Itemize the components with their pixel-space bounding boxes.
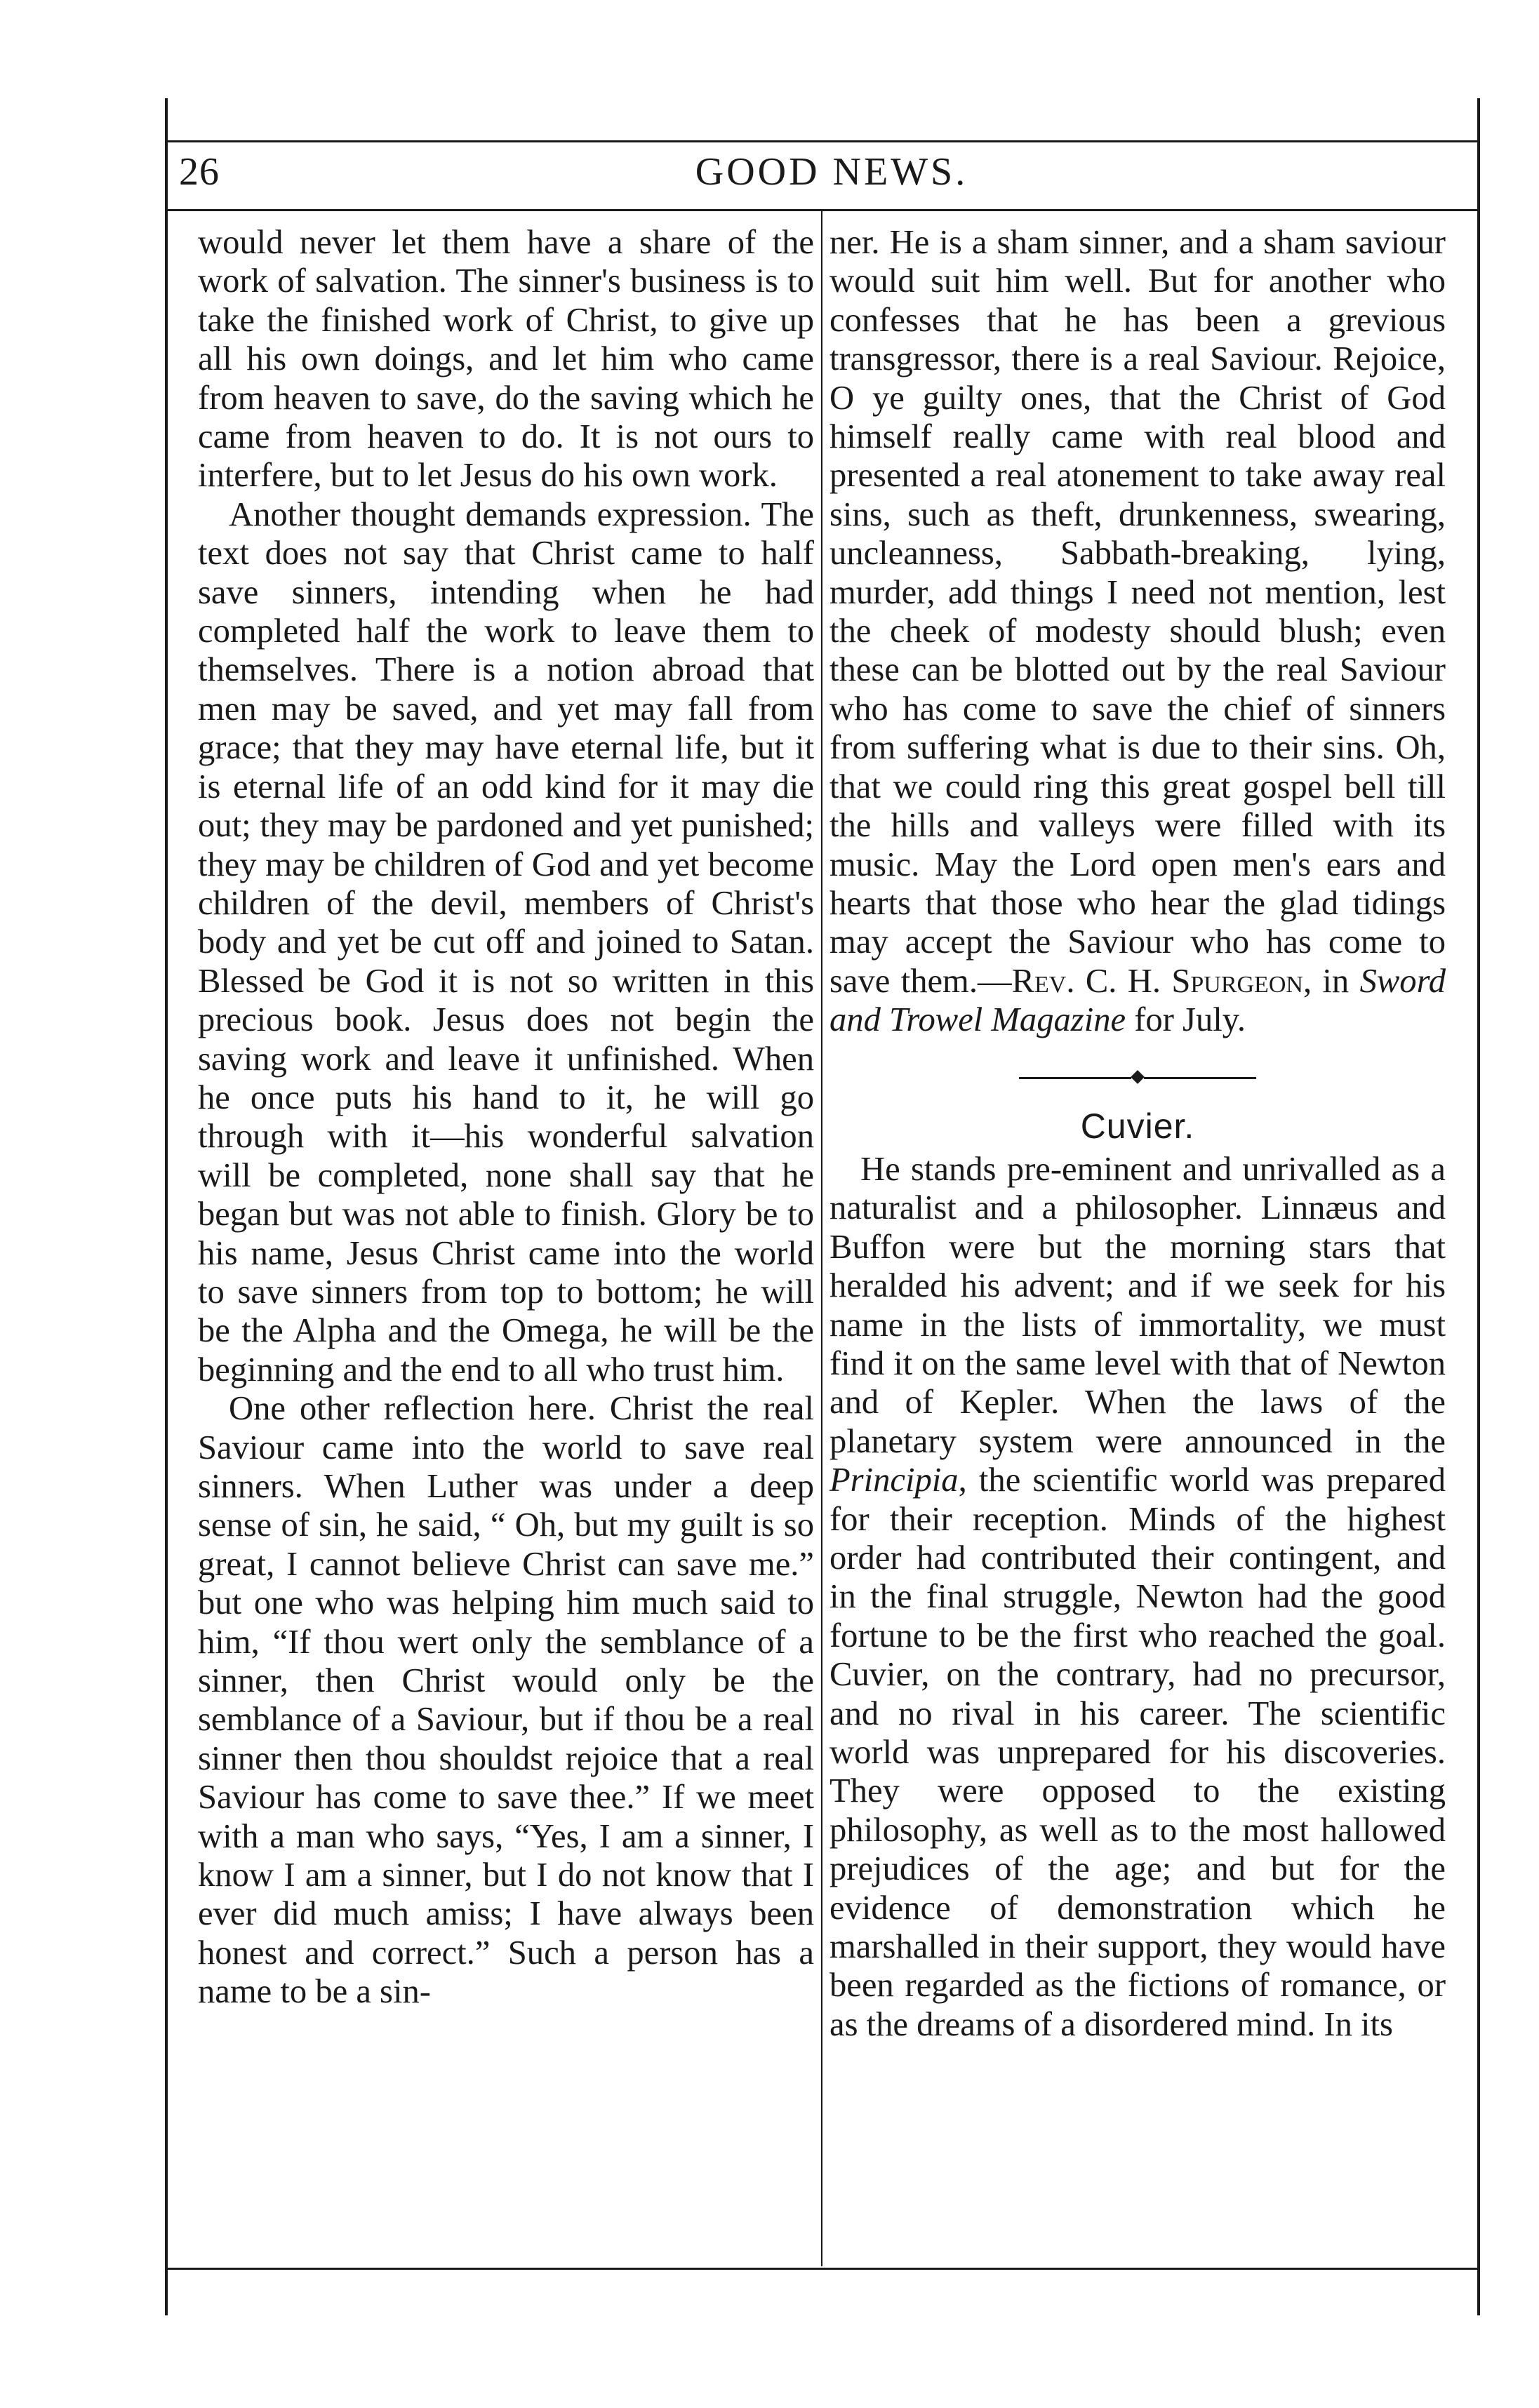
right-paragraph-2-b: , the scientific world was prepared for their reception. Minds of the highest order had contributed their contingent, and in the final struggle, Newton had the good fortune to be the first who reached the goal. Cuvier, on the contrary, had no precursor, and no rival in his career. The scientific world was unprepared for his discoveries. They were opposed to the existing philosophy, as well as to the most hallowed prejudices of the age; and but for the evidence of demonstration which he marshalled in their support, they would have been regarded as the fictions of romance, or as the dreams of a disordered mind. In its bbox=[830, 1461, 1446, 2043]
right-paragraph-1-text: ner. He is a sham sinner, and a sham saviour would suit him well. But for another who confesses that he has been a grevious transgressor, there is a real Saviour. Rejoice, O ye guilty ones, that the Christ of God himself really came with real blood and presented a real atonement to take away real sins, such as theft, drunkenness, swearing, uncleanness, Sabbath-breaking, lying, murder, add things I need not mention, lest the cheek of modesty should blush; even these can be blotted out by the real Saviour who has come to save the chief of sinners from suffering what is due to their sins. Oh, that we could ring this great gospel bell till the hills and valleys were filled with its music. May the Lord open men's ears and hearts that those who hear the glad tidings may accept the Saviour who has come to save them.— bbox=[830, 223, 1446, 1000]
right-paragraph-1 bbox=[830, 223, 1446, 1040]
ornament-right-line bbox=[1144, 1077, 1256, 1079]
right-column bbox=[830, 223, 1446, 2044]
ornament-diamond bbox=[1131, 1070, 1145, 1084]
header-top-rule bbox=[165, 140, 1480, 142]
attribution-source: Sword and Trowel Magazine bbox=[830, 961, 1446, 1039]
footer-rule bbox=[165, 2268, 1480, 2270]
right-paragraph-2-a: He stands pre-eminent and unrivalled as a naturalist and a philosopher. Linnæus and Buffon were but the morning stars that heralded his advent; and if we seek for his name in the lists of immortality, we must find it on the same level with that of Newton and of Kepler. When the laws of the planetary system were announced in the bbox=[830, 1149, 1446, 1460]
left-paragraph-3: One other reflection here. Christ the real Saviour came into the world to save real sinners. When Luther was under a deep sense of sin, he said, “ Oh, but my guilt is so great, I cannot believe Christ can save me.” but one who was helping him much said to him, “If thou wert only the semblance of a sinner, then Christ would only be the semblance of a Saviour, but if thou be a real sinner then thou shouldst rejoice that a real Saviour has come to save thee.” If we meet with a man who says, “Yes, I am a sinner, I know I am a sinner, but I do not know that I ever did much amiss; I have always been honest and correct.” Such a person has a name to be a sin- bbox=[198, 1389, 814, 2011]
attribution-author: Rev. C. H. Spurgeon bbox=[1011, 961, 1303, 1000]
right-paragraph-2 bbox=[830, 1150, 1446, 2044]
section-heading: Cuvier. bbox=[1080, 1106, 1195, 1146]
section-divider-ornament bbox=[830, 1051, 1446, 1104]
running-title: GOOD NEWS. bbox=[695, 150, 968, 194]
page-number: 26 bbox=[179, 150, 220, 194]
attribution-tail: for July. bbox=[1126, 1001, 1246, 1039]
page-header bbox=[179, 144, 1484, 207]
attribution-in: , in bbox=[1303, 961, 1360, 1000]
right-frame-rule bbox=[1477, 98, 1480, 2315]
left-paragraph-2: Another thought demands expression. The text does not say that Christ came to half save sinners, intending when he had completed half the work to leave them to themselves. There is a notion abroad that men may be saved, and yet may fall from grace; that they may have eternal life, but it is eternal life of an odd kind for it may die out; they may be pardoned and yet punished; they may be children of God and yet become children of the devil, members of Christ's body and yet be cut off and joined to Satan. Blessed be God it is not so written in this precious book. Jesus does not begin the saving work and leave it unfinished. When he once puts his hand to it, he will go through with it—his wonderful salvation will be completed, none shall say that he began but was not able to finish. Glory be to his name, Jesus Christ came into the world to save sinners from top to bottom; he will be the Alpha and the Omega, he will be the beginning and the end to all who trust him. bbox=[198, 495, 814, 1389]
principia-italic: Principia bbox=[830, 1461, 959, 1499]
left-frame-rule bbox=[165, 98, 168, 2315]
column-divider bbox=[821, 210, 822, 2266]
left-column bbox=[198, 223, 814, 2012]
left-paragraph-1: would never let them have a share of the work of salvation. The sinner's business is to take the finished work of Christ, to give up all his own doings, and let him who came from heaven to save, do the saving which he came from heaven to do. It is not ours to interfere, but to let Jesus do his own work. bbox=[198, 223, 814, 495]
ornament-left-line bbox=[1019, 1077, 1131, 1079]
header-bottom-rule bbox=[165, 209, 1480, 211]
